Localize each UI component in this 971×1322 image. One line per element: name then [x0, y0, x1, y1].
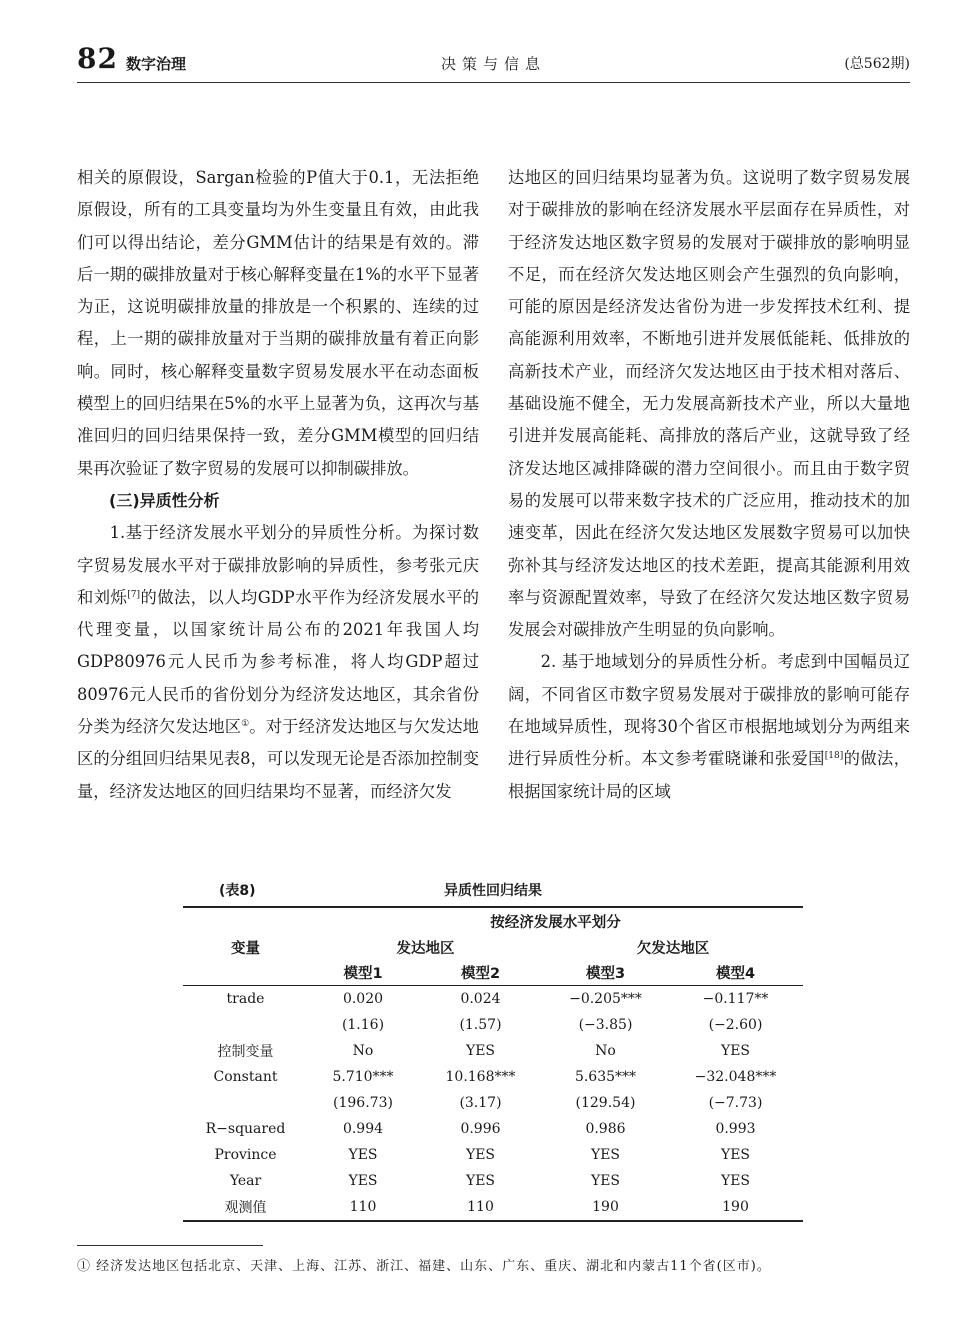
table-cell: 5.635***: [574, 1069, 637, 1085]
table-cell: (3.17): [459, 1095, 502, 1111]
footnote: ① 经济发达地区包括北京、天津、上海、江苏、浙江、福建、山东、广东、重庆、湖北和内蒙古11个省(区市)。: [77, 1259, 771, 1274]
table-row: [183, 1038, 803, 1064]
table-cell: (1.16): [341, 1017, 385, 1033]
table-cell: 0.996: [460, 1121, 501, 1137]
table-cell: (196.73): [333, 1095, 393, 1111]
table-cell: 0.986: [585, 1121, 626, 1137]
table-cell: (−2.60): [708, 1017, 763, 1033]
table-cell: (−3.85): [578, 1017, 633, 1033]
table-row: [183, 1142, 803, 1168]
table-cell: 0.020: [342, 991, 384, 1007]
section-heading: (三)异质性分析: [109, 490, 220, 510]
table-cell: YES: [465, 1043, 496, 1059]
model-header: 模型4: [668, 960, 803, 986]
issue-number: (总562期): [844, 56, 910, 72]
paragraph-text: 的做法，根据国家统计局的区域: [508, 749, 910, 801]
row-label: Year: [229, 1173, 262, 1189]
table-cell: 0.993: [715, 1121, 756, 1137]
paragraph-text: 2. 基于地域划分的异质性分析。考虑到中国幅员辽阔，不同省区市数字贸易发展对于碳排放的影响可能存在地域异质性，现将30个省区市根据地域划分为两组来进行异质性分析。本文参考霍晓谦和张爱国: [508, 652, 910, 769]
citation: [18]: [824, 751, 844, 762]
table-cell: (−7.73): [708, 1095, 763, 1111]
row-label: 观测值: [183, 1194, 308, 1221]
page-header: [77, 40, 910, 83]
table-title: 异质性回归结果: [444, 883, 542, 899]
table-cell: YES: [348, 1173, 378, 1189]
table-cell: −32.048***: [694, 1069, 777, 1085]
table-cell: YES: [720, 1147, 751, 1163]
paragraph: [77, 517, 479, 808]
table-cell: 10.168***: [445, 1069, 516, 1085]
row-label: Constant: [213, 1069, 278, 1085]
table-cell: YES: [348, 1147, 378, 1163]
table-number: (表8): [219, 883, 256, 899]
table-header-cell: [183, 960, 308, 986]
table-row: [183, 1168, 803, 1194]
right-column: [508, 162, 910, 808]
paragraph-text: 。对于经济发达地区与欠发达地区的分组回归结果见表8，可以发现无论是否添加控制变量，经济发达地区的回归结果均不显著，而经济欠发: [77, 717, 479, 801]
table-cell: YES: [590, 1147, 621, 1163]
table-cell: No: [595, 1043, 616, 1059]
table-header-cell: [183, 907, 308, 934]
paragraph: 相关的原假设，Sargan检验的P值大于0.1，无法拒绝原假设，所有的工具变量均为外生变量且有效，由此我们可以得出结论，差分GMM估计的结果是有效的。滞后一期的碳排放量对于核心解释变量在1%的水平下显著为正，这说明碳排放量的排放是一个积累的、连续的过程，上一期的碳排放量对于当期的碳排放量有着正向影响。同时，核心解释变量数字贸易发展水平在动态面板模型上的回归结果在5%的水平上显著为负，这再次与基准回归的回归结果保持一致，差分GMM模型的回归结果再次验证了数字贸易的发展可以抑制碳排放。: [77, 168, 479, 478]
table-cell: YES: [465, 1173, 496, 1189]
citation: [7]: [127, 589, 140, 600]
journal-title: 决策与信息: [440, 55, 546, 73]
table-cell: 190: [668, 1194, 803, 1221]
table-cell: 110: [418, 1194, 543, 1221]
table-cell: 0.994: [342, 1121, 384, 1137]
table-cell: 190: [543, 1194, 668, 1221]
model-header: 模型1: [308, 960, 418, 986]
paragraph: 达地区的回归结果均显著为负。这说明了数字贸易发展对于碳排放的影响在经济发展水平层面存在异质性，对于经济发达地区数字贸易的发展对于碳排放的影响明显不足，而在经济欠发达地区则会产生强烈的负向影响，可能的原因是经济发达省份为进一步发挥技术红利、提高能源利用效率，不断地引进并发展低能耗、低排放的高新技术产业，而经济欠发达地区由于技术相对落后、基础设施不健全，无力发展高新技术产业，所以大量地引进并发展高能耗、高排放的落后产业，这就导致了经济发达地区减排降碳的潜力空间很小。而且由于数字贸易的发展可以带来数字技术的广泛应用，推动技术的加速变革，因此在经济欠发达地区发展数字贸易可以加快弥补其与经济发达地区的技术差距，提高其能源利用效率与资源配置效率，导致了在经济欠发达地区数字贸易发展会对碳排放产生明显的负向影响。: [508, 168, 910, 640]
table-row: [183, 986, 803, 1013]
table-cell: YES: [720, 1043, 751, 1059]
footnote-divider: [77, 1245, 263, 1246]
table-caption: [183, 880, 803, 902]
table-cell: (1.57): [459, 1017, 502, 1033]
row-label: [183, 1012, 308, 1038]
table-cell: 0.024: [460, 991, 501, 1007]
table-cell: YES: [465, 1147, 496, 1163]
section-name: 数字治理: [126, 55, 187, 73]
model-header: 模型3: [543, 960, 668, 986]
table-row: [183, 1012, 803, 1038]
table-cell: −0.205***: [569, 991, 642, 1007]
row-label: 控制变量: [217, 1044, 274, 1060]
table-cell: No: [352, 1043, 374, 1059]
row-label: trade: [226, 991, 265, 1007]
row-label: R−squared: [205, 1121, 286, 1137]
table-cell: −0.117**: [702, 991, 769, 1007]
table-cell: YES: [720, 1173, 751, 1189]
paragraph: [508, 646, 910, 807]
model-header: 模型2: [418, 960, 543, 986]
left-column: [77, 162, 479, 808]
table-cell: (129.54): [575, 1095, 636, 1111]
paragraph-text: 的做法，以人均GDP水平作为经济发展水平的代理变量，以国家统计局公布的2021年我国人均GDP80976元人民币为参考标准，将人均GDP超过80976元人民币的省份划分为经济发达地区，其余省份分类为经济欠发达地区: [77, 587, 479, 737]
footnote-marker: ①: [241, 719, 250, 730]
table-row: [183, 1090, 803, 1116]
regression-table: [183, 906, 803, 1222]
page-number: 82: [77, 42, 118, 75]
paragraph-text: 1.基于经济发展水平划分的异质性分析。为探讨数字贸易发展水平对于碳排放影响的异质性，参考张元庆和刘烁: [77, 523, 479, 607]
table-cell: 110: [308, 1194, 418, 1221]
group-header: 按经济发展水平划分: [308, 907, 803, 934]
row-label: [183, 1090, 308, 1116]
variable-header: 变量: [231, 940, 260, 957]
row-label: Province: [214, 1147, 277, 1163]
developed-header: 发达地区: [396, 940, 455, 957]
underdeveloped-header: 欠发达地区: [636, 940, 710, 957]
table-cell: YES: [590, 1173, 621, 1189]
table-cell: 5.710***: [332, 1069, 394, 1085]
table-row: [183, 1064, 803, 1090]
table-row: [183, 1194, 803, 1221]
table-row: [183, 1116, 803, 1142]
